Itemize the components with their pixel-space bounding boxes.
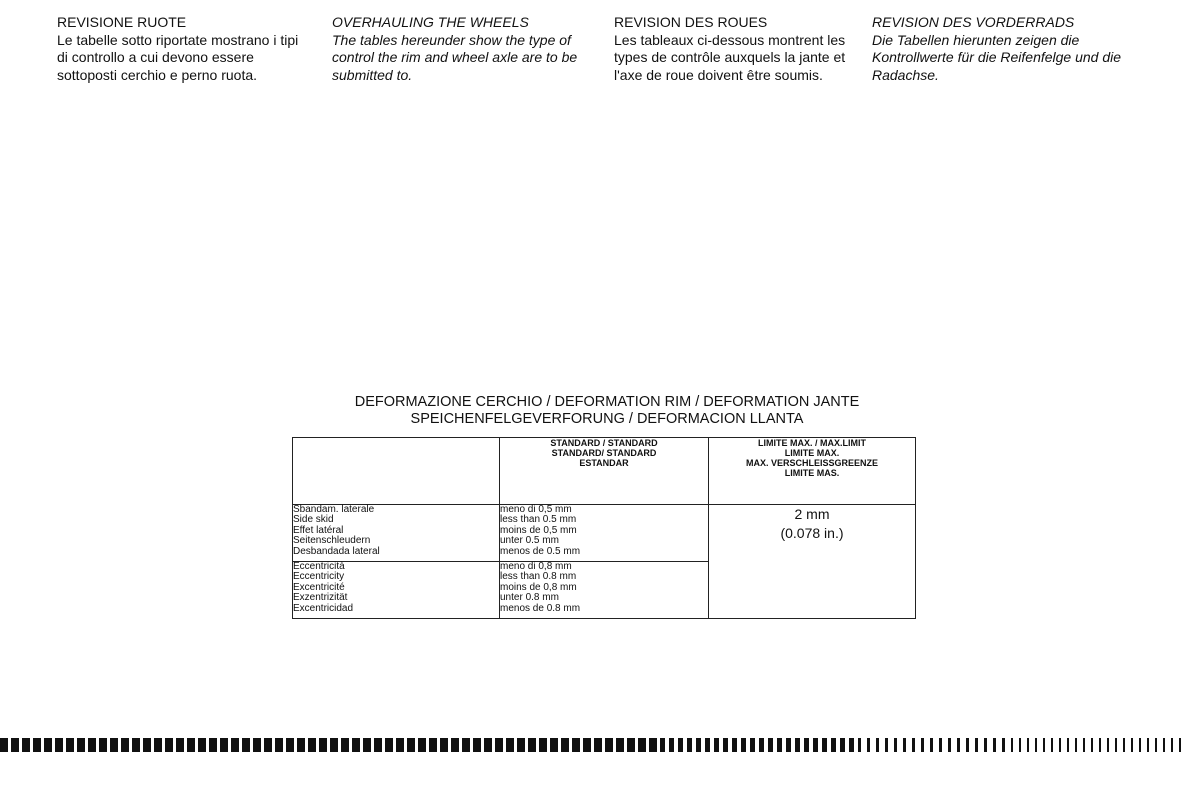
marker-block [319,738,327,752]
table-header-row [293,438,916,505]
marker-block [594,738,602,752]
marker-block [957,738,960,752]
marker-block [1083,738,1085,752]
marker-block [198,738,206,752]
marker-block [759,738,764,752]
marker-block [669,738,674,752]
marker-block [484,738,492,752]
marker-block [55,738,63,752]
marker-block [308,738,316,752]
table-title-line2: SPEICHENFELGEVERFORUNG / DEFORMACION LLANTA [410,411,804,427]
marker-block [777,738,782,752]
marker-block [517,738,525,752]
marker-block [572,738,580,752]
marker-block [374,738,382,752]
marker-block [1171,738,1173,752]
limit-metric: 2 mm [794,506,830,522]
row-standard-eccentricity: meno di 0,8 mm less than 0.8 mm moins de 0,8 mm unter 0.8 mm menos de 0.8 mm [500,562,709,619]
marker-block [993,738,996,752]
row-label-eccentricity: Eccentricità Eccentricity Excentricité Exzentrizität Excentricidad [293,562,500,619]
marker-block [714,738,719,752]
marker-block [77,738,85,752]
marker-block [506,738,514,752]
marker-block [930,738,933,752]
marker-block [209,738,217,752]
marker-block [1107,738,1109,752]
marker-block [831,738,836,752]
marker-block [984,738,987,752]
marker-block [176,738,184,752]
marker-block [462,738,470,752]
marker-block [813,738,818,752]
marker-block [99,738,107,752]
text-german: Die Tabellen hierunten zeigen die Kontrollwerte für die Reifenfelge und die Radachse. [872,31,1122,83]
marker-block [264,738,272,752]
marker-block [231,738,239,752]
marker-block [975,738,978,752]
marker-block [1123,738,1125,752]
marker-block [1091,738,1093,752]
marker-block [110,738,118,752]
intro-english [332,14,592,84]
marker-block [132,738,140,752]
marker-block [840,738,845,752]
marker-block [649,738,657,752]
marker-block [912,738,915,752]
marker-block [253,738,261,752]
marker-block [1002,738,1005,752]
heading-english: OVERHAULING THE WHEELS [332,14,529,30]
marker-block [561,738,569,752]
text-italian: Le tabelle sotto riportate mostrano i tipi di controllo a cui devono essere sottoposti cerchio e perno ruota. [57,31,299,83]
marker-block [605,738,613,752]
marker-block [473,738,481,752]
marker-block [638,738,646,752]
header-standard: STANDARD / STANDARD STANDARD/ STANDARD ESTANDAR [500,438,709,505]
marker-block [1075,738,1077,752]
marker-block [550,738,558,752]
marker-block [705,738,710,752]
marker-block [1099,738,1101,752]
marker-block [429,738,437,752]
heading-french: REVISION DES ROUES [614,14,768,30]
marker-block [88,738,96,752]
marker-block [33,738,41,752]
header-limit: LIMITE MAX. / MAX.LIMIT LIMITE MAX. MAX. VERSCHLEISSGREENZE LIMITE MAS. [709,438,916,505]
row-standard-side-skid: meno di 0,5 mm less than 0.5 mm moins de 0,5 mm unter 0.5 mm menos de 0.5 mm [500,505,709,562]
marker-block [786,738,791,752]
marker-block [1051,738,1053,752]
marker-block [616,738,624,752]
marker-block [1139,738,1141,752]
marker-block [220,738,228,752]
marker-block [822,738,827,752]
marker-block [352,738,360,752]
marker-block [187,738,195,752]
marker-block [1011,738,1013,752]
marker-block [849,738,854,752]
marker-block [885,738,888,752]
marker-block [1179,738,1181,752]
marker-block [795,738,800,752]
marker-block [154,738,162,752]
marker-block [948,738,951,752]
marker-block [418,738,426,752]
marker-block [583,738,591,752]
deformation-table [292,437,916,619]
marker-block [687,738,692,752]
limit-value-cell [709,505,916,619]
marker-block [440,738,448,752]
marker-block [966,738,969,752]
marker-block [11,738,19,752]
marker-block [903,738,906,752]
header-blank-cell [293,438,500,505]
marker-block [804,738,809,752]
intro-german [872,14,1162,84]
marker-block [1059,738,1061,752]
marker-block [1043,738,1045,752]
marker-block [1067,738,1069,752]
marker-block [22,738,30,752]
marker-block [407,738,415,752]
table-title [290,394,924,428]
marker-block [1035,738,1037,752]
heading-german: REVISION DES VORDERRADS [872,14,1075,30]
text-french: Les tableaux ci-dessous montrent les types de contrôle auxquels la jante et l'axe de roue doivent être soumis. [614,31,846,83]
marker-block [867,738,870,752]
marker-block [1019,738,1021,752]
marker-block [876,738,879,752]
marker-block [723,738,728,752]
marker-block [44,738,52,752]
marker-block [1147,738,1149,752]
marker-block [385,738,393,752]
marker-block [0,738,8,752]
table-title-line1: DEFORMAZIONE CERCHIO / DEFORMATION RIM / DEFORMATION JANTE [354,394,860,410]
marker-block [939,738,942,752]
marker-block [495,738,503,752]
marker-block [732,738,737,752]
heading-italian: REVISIONE RUOTE [57,14,187,30]
marker-block [921,738,924,752]
marker-block [539,738,547,752]
page-edge-marker-bar [0,738,1189,752]
intro-italian [57,14,307,84]
marker-block [275,738,283,752]
marker-block [451,738,459,752]
marker-block [286,738,294,752]
marker-block [768,738,773,752]
marker-block [678,738,683,752]
marker-block [242,738,250,752]
marker-block [66,738,74,752]
marker-block [858,738,861,752]
limit-imperial: (0.078 in.) [780,525,844,541]
marker-block [363,738,371,752]
marker-block [528,738,536,752]
marker-block [696,738,701,752]
marker-block [1155,738,1157,752]
row-label-side-skid: Sbandam. laterale Side skid Effet latéral Seitenschleudern Desbandada lateral [293,505,500,562]
marker-block [627,738,635,752]
marker-block [1163,738,1165,752]
marker-block [121,738,129,752]
marker-block [1027,738,1029,752]
table-row [293,505,916,562]
marker-block [894,738,897,752]
marker-block [396,738,404,752]
text-english: The tables hereunder show the type of control the rim and wheel axle are to be submitted to. [332,31,578,83]
marker-block [297,738,305,752]
marker-block [330,738,338,752]
marker-block [1131,738,1133,752]
marker-block [341,738,349,752]
marker-block [660,738,665,752]
intro-french [614,14,874,84]
marker-block [165,738,173,752]
marker-block [750,738,755,752]
marker-block [741,738,746,752]
marker-block [143,738,151,752]
marker-block [1115,738,1117,752]
